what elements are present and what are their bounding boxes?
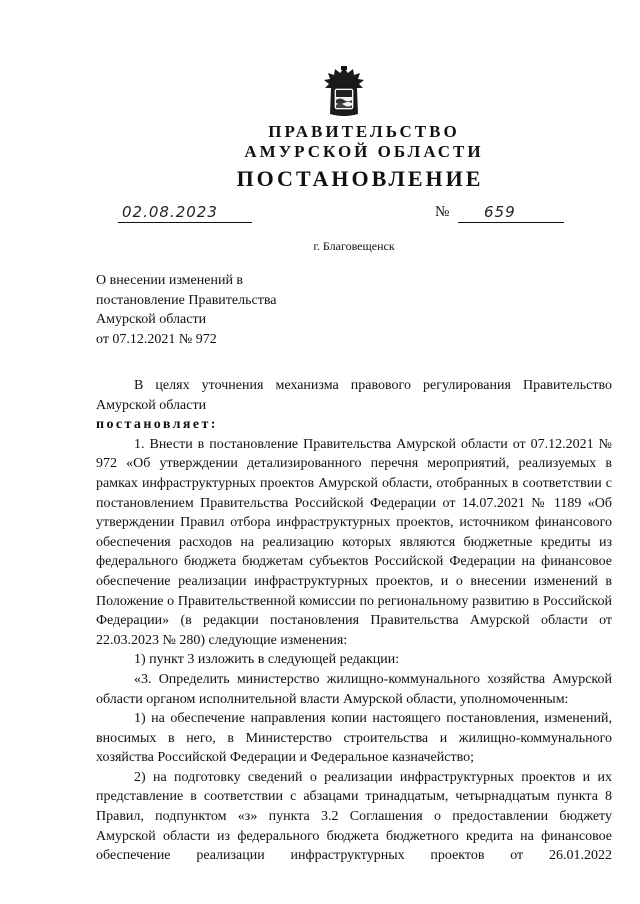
item-1-paragraph: 1) на обеспечение направления копии настоящего постановления, изменений, вносимых в него, в Министерство строительства и жилищно-коммунального хозяйства Российской Федерации и Федеральное казначейство; bbox=[96, 711, 612, 766]
resolves-word: постановляет: bbox=[96, 417, 218, 433]
item-2-paragraph: 2) на подготовку сведений о реализации инфраструктурных проектов и их представление в соответствии с абзацами тринадцатым, четырнадцатым пункта 8 Правил, подпунктом «з» пункта 3.2 Соглашения о предоставлении бюджету Амурской области из федерального бюджета бюджетного кредита на финансовое обеспечение реализации инфраструктурных проектов от 26.01.2022 bbox=[96, 769, 612, 864]
date-underline bbox=[118, 222, 252, 223]
number-label: № bbox=[435, 204, 450, 220]
subclause-paragraph: 1) пункт 3 изложить в следующей редакции: bbox=[134, 652, 400, 668]
coat-of-arms-icon bbox=[317, 66, 371, 118]
document-body bbox=[96, 376, 612, 866]
issuer-title-line1: ПРАВИТЕЛЬСТВО bbox=[268, 122, 460, 141]
subject-line: от 07.12.2021 № 972 bbox=[96, 331, 217, 347]
document-date: 02.08.2023 bbox=[122, 203, 218, 221]
subject-line: Амурской области bbox=[96, 312, 207, 328]
issuer-title-line2: АМУРСКОЙ ОБЛАСТИ bbox=[244, 142, 484, 161]
city: г. Благовещенск bbox=[313, 239, 395, 253]
number-underline bbox=[458, 222, 564, 223]
clause-1-paragraph: 1. Внести в постановление Правительства Амурской области от 07.12.2021 № 972 «Об утверждении детализированного перечня мероприятий, реализуемых в рамках инфраструктурных проектов Амурской области, отобранных в соответствии с постановлением Правительства Российской Федерации от 14.07.2021 № 1189 «Об утверждении Правил отбора инфраструктурных проектов, источником финансового обеспечения расходов на реализацию которых являются бюджетные кредиты из федерального бюджета бюджетам субъектов Российской Федерации на финансовое обеспечение реализации инфраструктурных проектов, и о внесении изменений в Положение о Правительственной комиссии по региональному развитию в Российской Федерации» (в редакции постановления Правительства Амурской области от 22.03.2023 № 280) следующие изменения: bbox=[96, 436, 612, 648]
subject-line: постановление Правительства bbox=[96, 292, 277, 308]
document-subject bbox=[96, 271, 276, 349]
clause-3-paragraph: «3. Определить министерство жилищно-коммунального хозяйства Амурской области органом исполнительной власти Амурской области, уполномоченным: bbox=[96, 671, 612, 707]
preamble-paragraph: В целях уточнения механизма правового регулирования Правительство Амурской области bbox=[96, 378, 612, 413]
subject-line: О внесении изменений в bbox=[96, 273, 244, 288]
document-type-title: ПОСТАНОВЛЕНИЕ bbox=[236, 166, 484, 191]
document-number: 659 bbox=[484, 203, 516, 221]
